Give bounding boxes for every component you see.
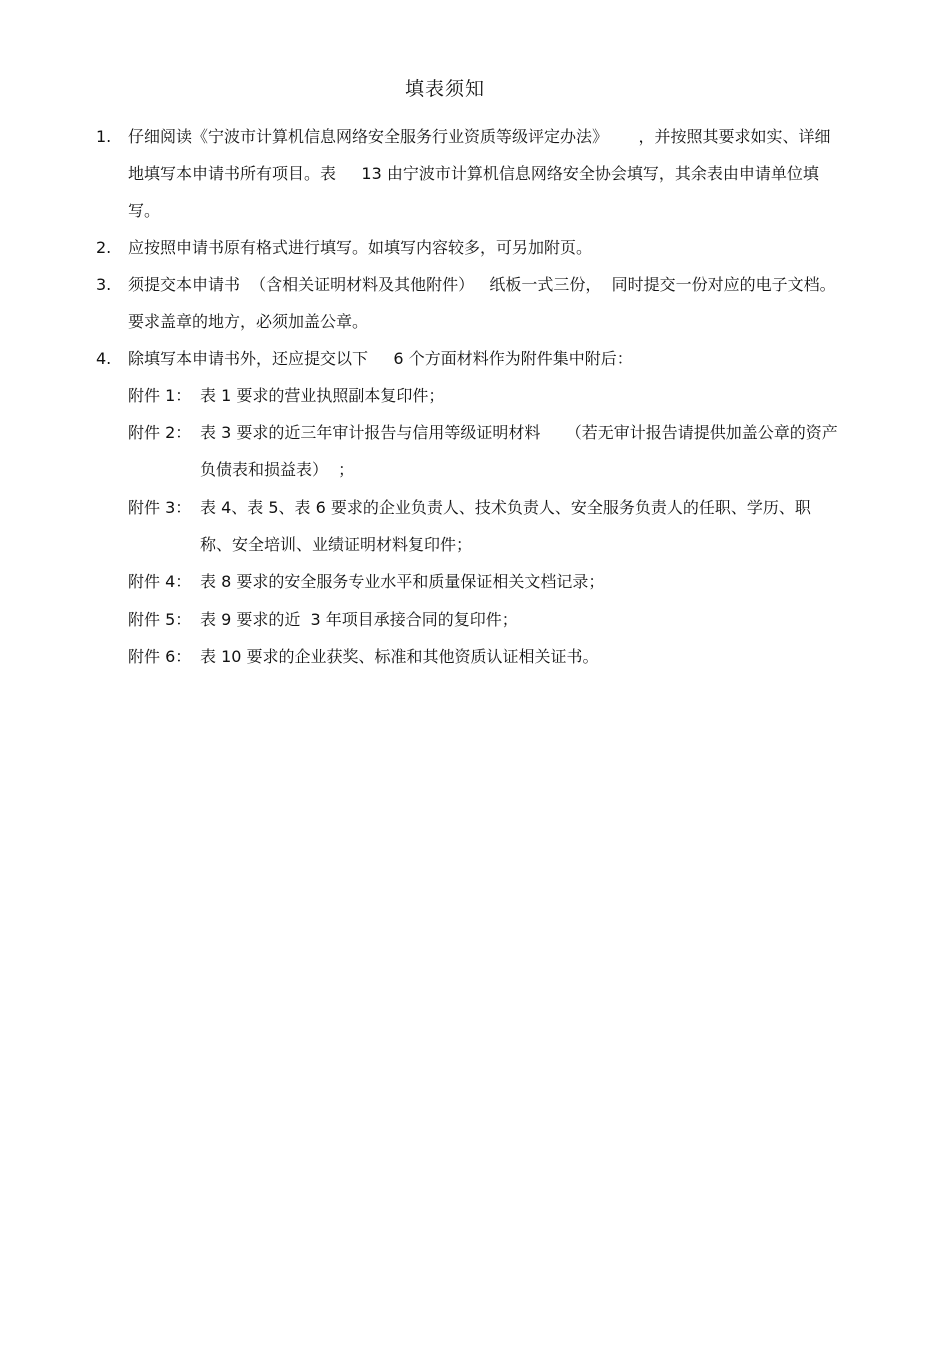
attachment-6 xyxy=(128,638,840,675)
attachment-4 xyxy=(128,563,840,600)
item-text: 须提交本申请书 （含相关证明材料及其他附件） 纸板一式三份， 同时提交一份对应的电子文档。要求盖章的地方，必须加盖公章。 xyxy=(128,275,836,331)
item-number: 2. xyxy=(96,238,112,257)
attachment-2 xyxy=(128,414,840,488)
attachment-text: 表 1 要求的营业执照副本复印件； xyxy=(200,386,445,405)
instruction-item-3 xyxy=(96,266,841,340)
attachment-label: 附件 4： xyxy=(128,572,192,591)
attachment-label: 附件 2： xyxy=(128,423,192,442)
attachment-3 xyxy=(128,489,840,563)
attachment-label: 附件 3： xyxy=(128,498,192,517)
item-number: 3. xyxy=(96,275,112,294)
attachment-text: 表 8 要求的安全服务专业水平和质量保证相关文档记录； xyxy=(200,572,605,591)
item-number: 4. xyxy=(96,349,112,368)
instruction-item-1 xyxy=(96,118,841,229)
attachment-text: 表 4、表 5、表 6 要求的企业负责人、技术负责人、安全服务负责人的任职、学历、职称、安全培训、业绩证明材料复印件； xyxy=(200,498,811,554)
attachment-1 xyxy=(128,377,840,414)
attachment-text: 表 9 要求的近 3 年项目承接合同的复印件； xyxy=(200,610,518,629)
item-number: 1. xyxy=(96,127,112,146)
attachment-label: 附件 5： xyxy=(128,610,192,629)
page-title: 填表须知 xyxy=(404,78,485,100)
attachment-text: 表 3 要求的近三年审计报告与信用等级证明材料 （若无审计报告请提供加盖公章的资产负债表和损益表） ； xyxy=(200,423,838,479)
item-text: 除填写本申请书外，还应提交以下 6 个方面材料作为附件集中附后： xyxy=(128,349,633,368)
attachment-label: 附件 6： xyxy=(128,647,192,666)
attachment-5 xyxy=(128,601,840,638)
item-text: 应按照申请书原有格式进行填写。如填写内容较多，可另加附页。 xyxy=(128,238,593,257)
attachment-text: 表 10 要求的企业获奖、标准和其他资质认证相关证书。 xyxy=(200,647,599,666)
attachment-label: 附件 1： xyxy=(128,386,192,405)
instruction-item-4 xyxy=(96,340,841,377)
item-text: 仔细阅读《宁波市计算机信息网络安全服务行业资质等级评定办法》 ，并按照其要求如实、详细地填写本申请书所有项目。表 13 由宁波市计算机信息网络安全协会填写，其余表由申请单位填写。 xyxy=(128,127,831,220)
instruction-item-2 xyxy=(96,229,841,266)
